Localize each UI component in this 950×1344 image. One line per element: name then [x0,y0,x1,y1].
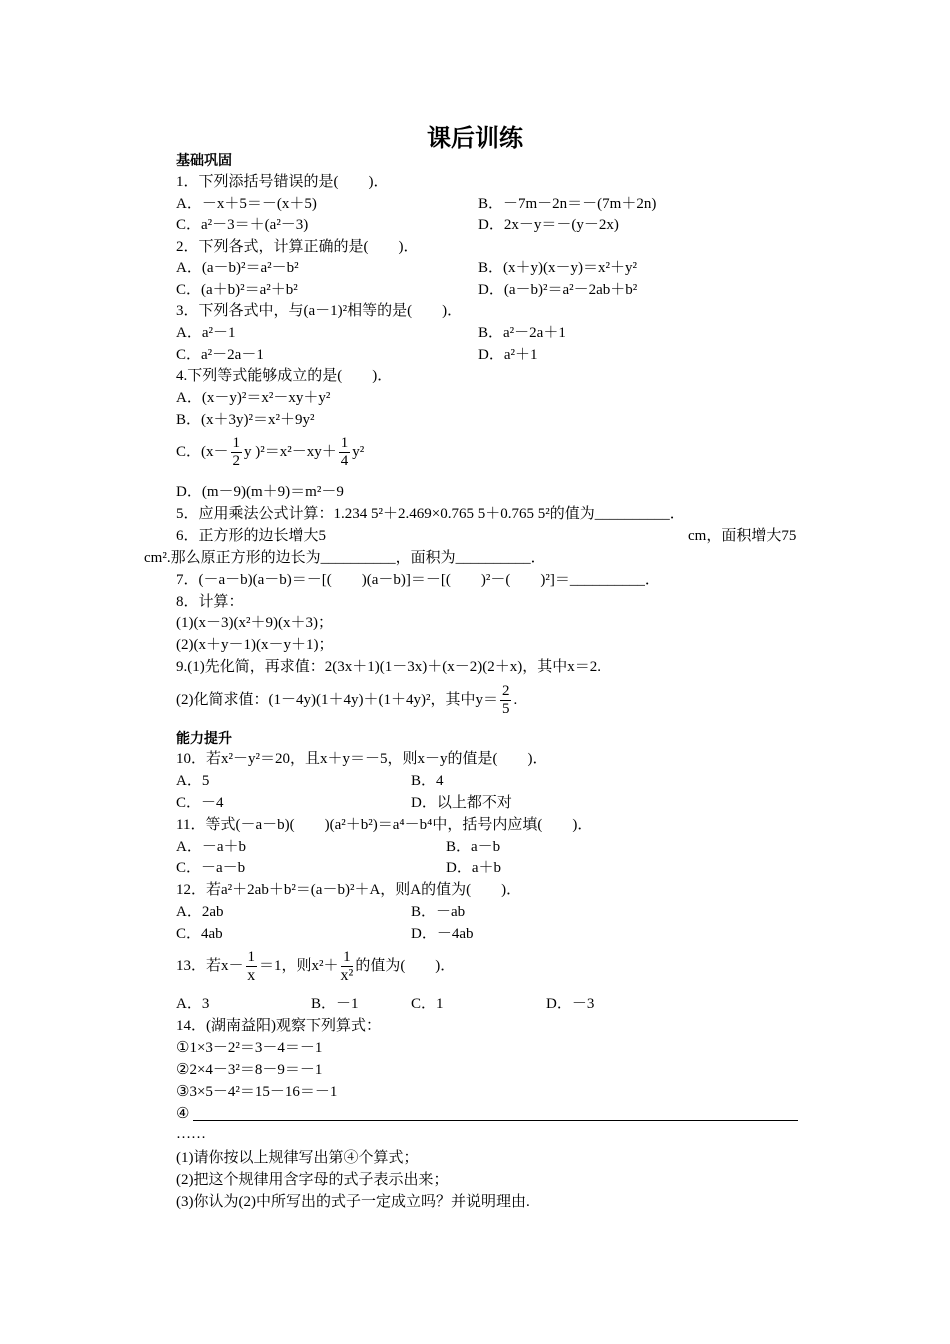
q14-expr-3: ③3×5－4²＝15－16＝－1 [176,1084,338,1100]
q13-option-a: A．3 [176,996,210,1012]
q6-part2: cm，面积增大75 [688,528,797,544]
q14-ellipsis: …… [176,1126,206,1142]
q11-option-b: B．a－b [446,839,501,855]
q12-option-b: B．－ab [411,904,466,920]
q10-option-a: A．5 [176,773,210,789]
q9-sub2 [176,680,517,724]
q12-stem: 12．若a²＋2ab＋b²＝(a－b)²＋A，则A的值为( )． [176,882,522,898]
q3-option-c: C．a²－2a－1 [176,347,264,363]
q1-option-d: D．2x－y＝－(y－2x) [478,217,619,233]
q5: 5．应用乘法公式计算：1.234 5²＋2.469×0.765 5＋0.765 5²的值为__________． [176,506,685,522]
q13-stem [176,946,455,990]
q2-option-b: B．(x＋y)(x－y)＝x²＋y² [478,260,637,276]
q14-expr-4: ④ [176,1106,190,1122]
q11-option-d: D．a＋b [446,860,501,876]
q4-c-prefix: C．(x－ [176,444,229,460]
q4-option-a: A．(x－y)²＝x²－xy＋y² [176,390,331,406]
page-title: 课后训练 [427,124,523,152]
q13-option-b: B．－1 [311,996,359,1012]
q9-sub2-prefix: (2)化简求值：(1－4y)(1＋4y)＋(1＋4y)²，其中y＝ [176,692,498,708]
q3-option-b: B．a²－2a＋1 [478,325,566,341]
q3-option-a: A．a²－1 [176,325,236,341]
q14-stem: 14．(湖南益阳)观察下列算式： [176,1018,381,1034]
q13-suffix: 的值为( )． [355,958,456,974]
q4-c-middle: y )²＝x²－xy＋ [244,444,337,460]
q14-answer-line [193,1120,798,1121]
q4-stem: 4.下列等式能够成立的是( )． [176,368,393,384]
q12-option-d: D．－4ab [411,926,474,942]
q9-sub2-suffix: . [513,692,518,708]
q7: 7．(－a－b)(a－b)＝－[( )(a－b)]＝－[( )²－( )²]＝__________． [176,572,660,588]
q9-fraction-two-fifths: $\frac{2}{5}$ [501,683,510,718]
q1-option-c: C．a²－3＝＋(a²－3) [176,217,309,233]
q13-middle: ＝1，则x²＋ [259,958,339,974]
q11-option-c: C．－a－b [176,860,246,876]
q4-option-d: D．(m－9)(m＋9)＝m²－9 [176,484,344,500]
q1-stem: 1．下列添括号错误的是( )． [176,174,389,190]
q6-part1: 6．正方形的边长增大5 [176,528,327,544]
q13-fraction-one-over-x: $\frac{1}{x}$ [247,949,256,985]
q13-prefix: 13．若x－ [176,958,244,974]
q14-sub1: (1)请你按以上规律写出第④个算式； [176,1150,419,1166]
q8-stem: 8．计算： [176,594,244,610]
q12-option-a: A．2ab [176,904,224,920]
q4-option-b: B．(x＋3y)²＝x²＋9y² [176,412,315,428]
q10-option-c: C．－4 [176,795,224,811]
q2-option-c: C．(a＋b)²＝a²＋b² [176,282,298,298]
q1-option-b: B．－7m－2n＝－(7m＋2n) [478,196,657,212]
q11-stem: 11．等式(－a－b)( )(a²＋b²)＝a⁴－b⁴中，括号内应填( )． [176,817,593,833]
q10-stem: 10．若x²－y²＝20，且x＋y＝－5，则x－y的值是( )． [176,751,548,767]
q9-sub1: 9.(1)先化简，再求值：2(3x＋1)(1－3x)＋(x－2)(2＋x)，其中x＝2. [176,659,601,675]
q8-sub1: (1)(x－3)(x²＋9)(x＋3)； [176,615,333,631]
q10-option-b: B．4 [411,773,444,789]
q4-c-fraction-half: $\frac{1}{2}$ [232,435,241,470]
q14-expr-2: ②2×4－3²＝8－9＝－1 [176,1062,323,1078]
q14-expr-1: ①1×3－2²＝3－4＝－1 [176,1040,323,1056]
q4-option-c [176,432,364,476]
q13-fraction-one-over-x-squared: $\frac{1}{\text{x²}}$ [340,949,354,985]
q13-option-c: C．1 [411,996,444,1012]
q2-stem: 2．下列各式，计算正确的是( )． [176,239,419,255]
q8-sub2: (2)(x＋y－1)(x－y＋1)； [176,637,334,653]
section-basic: 基础巩固 [176,153,232,169]
section-advanced: 能力提升 [176,731,232,747]
q2-option-d: D．(a－b)²＝a²－2ab＋b² [478,282,638,298]
q14-sub2: (2)把这个规律用含字母的式子表示出来； [176,1172,449,1188]
q1-option-a: A．－x＋5＝－(x＋5) [176,196,317,212]
q4-c-suffix: y² [352,444,365,460]
q4-c-fraction-quarter: $\frac{1}{4}$ [340,435,349,470]
q12-option-c: C．4ab [176,926,223,942]
q13-option-d: D．－3 [546,996,595,1012]
q10-option-d: D．以上都不对 [411,795,512,811]
q11-option-a: A．－a＋b [176,839,246,855]
q3-stem: 3．下列各式中，与(a－1)²相等的是( )． [176,303,463,319]
q3-option-d: D．a²＋1 [478,347,538,363]
q6-part3: cm².那么原正方形的边长为__________，面积为__________． [144,550,546,566]
q14-sub3: (3)你认为(2)中所写出的式子一定成立吗？并说明理由. [176,1194,530,1210]
q2-option-a: A．(a－b)²＝a²－b² [176,260,299,276]
